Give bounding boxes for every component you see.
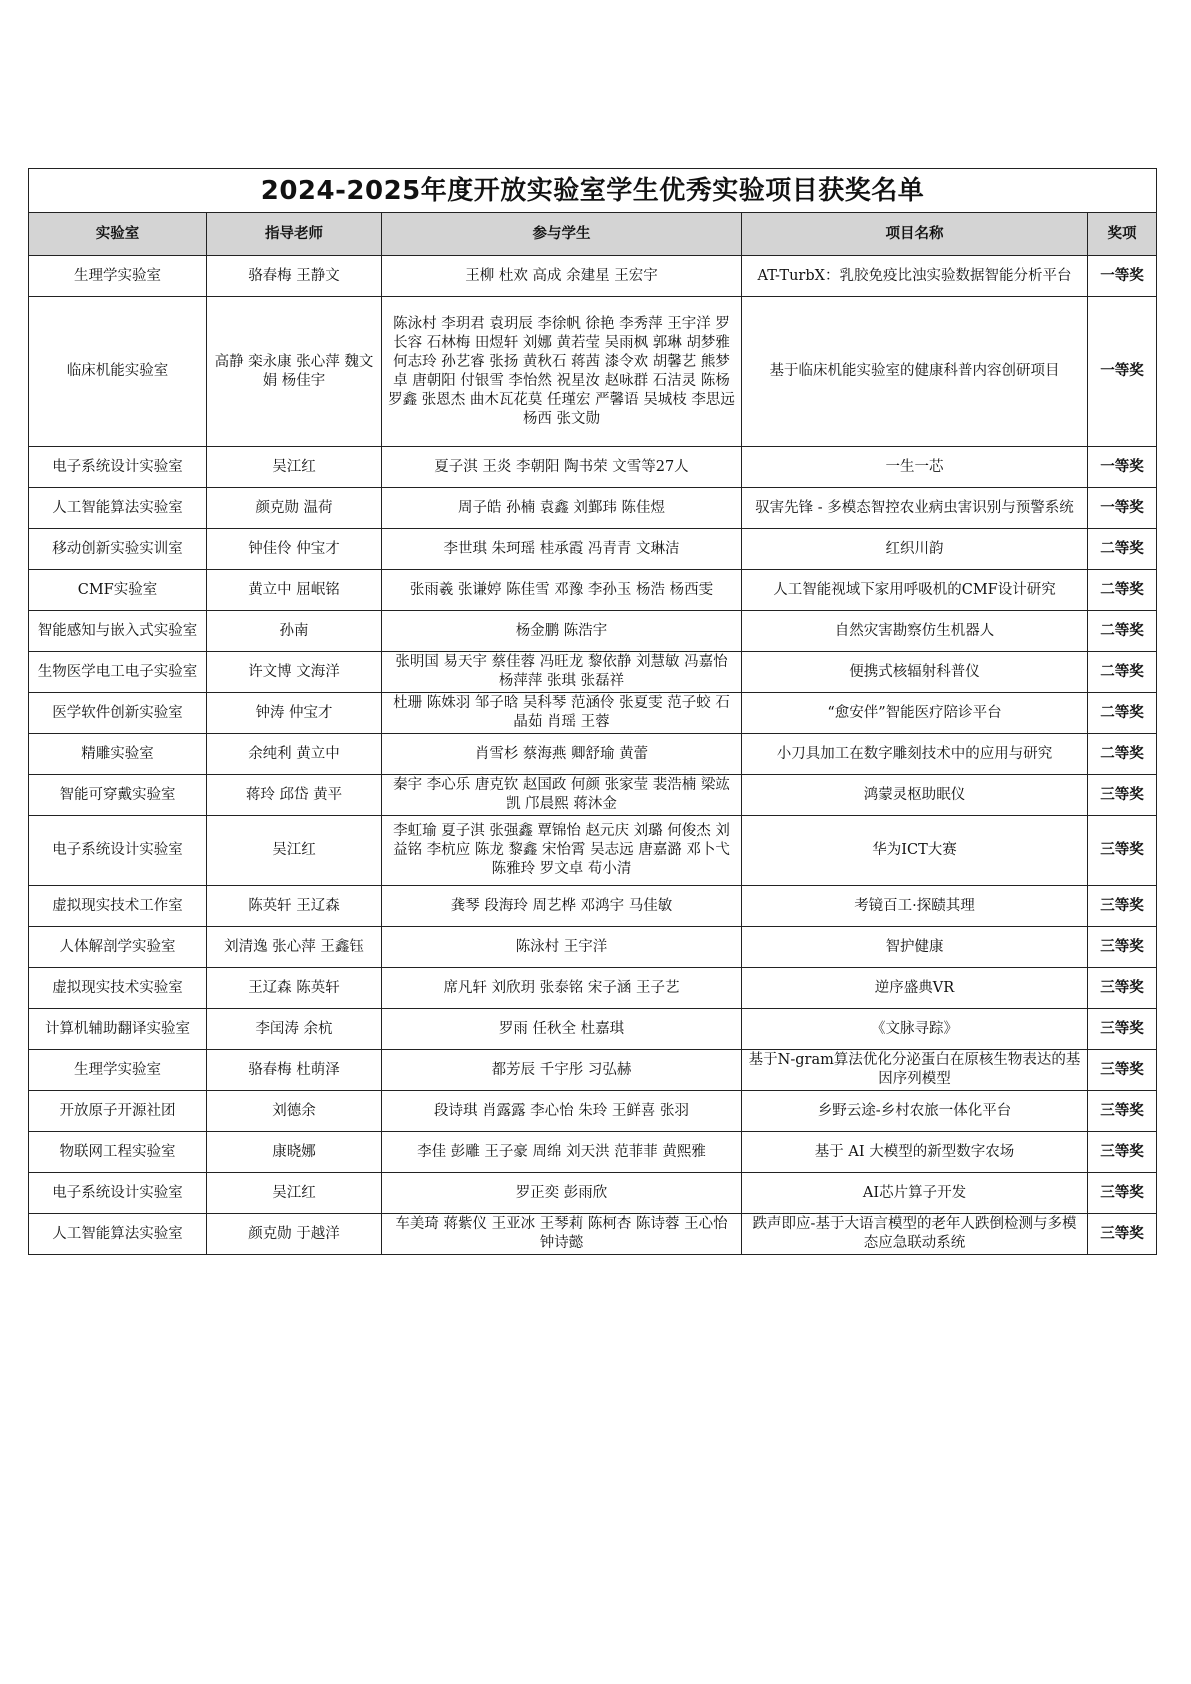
cell-advisor: 钟佳伶 仲宝才 (207, 529, 382, 570)
cell-students: 秦宇 李心乐 唐克钦 赵国政 何颜 张家莹 裴浩楠 梁竑凯 邝晨熙 蒋沐金 (382, 775, 742, 816)
cell-award: 三等奖 (1088, 1091, 1157, 1132)
cell-students: 陈泳村 李玥君 袁玥辰 李徐帆 徐艳 李秀萍 王宇洋 罗长容 石林梅 田煜轩 刘娜 黄若莹 吴雨枫 郭琳 胡梦雅 何志玲 孙艺睿 张扬 黄秋石 蒋茜 漆令欢 胡馨艺 熊梦卓 唐朝阳 付银雪 李怡然 祝星汝 赵咏群 石洁灵 陈杨 罗鑫 张恩杰 曲木瓦花莫 任瑾宏 严馨语 吴城枝 李思远 杨西 张文勋 (382, 297, 742, 447)
cell-advisor: 颜克勋 于越洋 (207, 1214, 382, 1255)
cell-lab: 虚拟现实技术工作室 (29, 886, 207, 927)
cell-award: 三等奖 (1088, 775, 1157, 816)
cell-students: 龚琴 段海玲 周艺桦 邓鸿宇 马佳敏 (382, 886, 742, 927)
cell-project: 跌声即应-基于大语言模型的老年人跌倒检测与多模态应急联动系统 (742, 1214, 1088, 1255)
cell-advisor: 刘清逸 张心萍 王鑫钰 (207, 927, 382, 968)
cell-lab: 物联网工程实验室 (29, 1132, 207, 1173)
cell-students: 都芳辰 千宇彤 习弘赫 (382, 1050, 742, 1091)
cell-lab: 生理学实验室 (29, 256, 207, 297)
cell-lab: 人工智能算法实验室 (29, 488, 207, 529)
table-row (29, 570, 1157, 611)
cell-students: 陈泳村 王宇洋 (382, 927, 742, 968)
cell-lab: 虚拟现实技术实验室 (29, 968, 207, 1009)
cell-lab: 移动创新实验实训室 (29, 529, 207, 570)
cell-lab: 人体解剖学实验室 (29, 927, 207, 968)
cell-lab: 计算机辅助翻译实验室 (29, 1009, 207, 1050)
cell-project: 红织川韵 (742, 529, 1088, 570)
cell-advisor: 黄立中 屈岷铭 (207, 570, 382, 611)
cell-project: 智护健康 (742, 927, 1088, 968)
cell-students: 罗雨 任秋全 杜嘉琪 (382, 1009, 742, 1050)
cell-project: 基于 AI 大模型的新型数字农场 (742, 1132, 1088, 1173)
cell-project: 人工智能视域下家用呼吸机的CMF设计研究 (742, 570, 1088, 611)
cell-project: 一生一芯 (742, 447, 1088, 488)
cell-project: “愈安伴”智能医疗陪诊平台 (742, 693, 1088, 734)
table-row (29, 927, 1157, 968)
table-row (29, 1091, 1157, 1132)
page-title: 2024-2025年度开放实验室学生优秀实验项目获奖名单 (29, 169, 1157, 213)
cell-students: 杨金鹏 陈浩宇 (382, 611, 742, 652)
cell-students: 李佳 彭雕 王子豪 周绵 刘天洪 范菲菲 黄熙雅 (382, 1132, 742, 1173)
cell-students: 李世琪 朱珂瑶 桂承霞 冯青青 文琳洁 (382, 529, 742, 570)
table-row (29, 256, 1157, 297)
cell-advisor: 骆春梅 杜萌泽 (207, 1050, 382, 1091)
cell-students: 李虹瑜 夏子淇 张强鑫 覃锦怡 赵元庆 刘璐 何俊杰 刘益铭 李杭应 陈龙 黎鑫 宋怡霄 吴志远 唐嘉潞 邓卜弋 陈雅玲 罗文卓 苟小清 (382, 816, 742, 886)
table-row (29, 652, 1157, 693)
cell-students: 肖雪杉 蔡海燕 卿舒瑜 黄蕾 (382, 734, 742, 775)
award-table (28, 168, 1157, 1255)
cell-award: 三等奖 (1088, 927, 1157, 968)
cell-project: AI芯片算子开发 (742, 1173, 1088, 1214)
table-row (29, 1214, 1157, 1255)
cell-award: 三等奖 (1088, 968, 1157, 1009)
cell-advisor: 吴江红 (207, 816, 382, 886)
header-project: 项目名称 (742, 213, 1088, 256)
cell-project: 逆序盛典VR (742, 968, 1088, 1009)
cell-award: 三等奖 (1088, 1173, 1157, 1214)
cell-lab: 开放原子开源社团 (29, 1091, 207, 1132)
cell-project: 基于临床机能实验室的健康科普内容创研项目 (742, 297, 1088, 447)
cell-award: 二等奖 (1088, 652, 1157, 693)
cell-advisor: 余纯利 黄立中 (207, 734, 382, 775)
cell-students: 周子皓 孙楠 袁鑫 刘鄞玮 陈佳煜 (382, 488, 742, 529)
header-lab: 实验室 (29, 213, 207, 256)
table-row (29, 611, 1157, 652)
cell-project: 华为ICT大赛 (742, 816, 1088, 886)
cell-students: 段诗琪 肖露露 李心怡 朱玲 王鲜喜 张羽 (382, 1091, 742, 1132)
table-row (29, 816, 1157, 886)
cell-advisor: 骆春梅 王静文 (207, 256, 382, 297)
cell-award: 二等奖 (1088, 693, 1157, 734)
cell-award: 二等奖 (1088, 611, 1157, 652)
cell-award: 一等奖 (1088, 488, 1157, 529)
cell-students: 席凡轩 刘欣玥 张泰铭 宋子涵 王子艺 (382, 968, 742, 1009)
cell-advisor: 孙南 (207, 611, 382, 652)
cell-advisor: 刘德余 (207, 1091, 382, 1132)
header-students: 参与学生 (382, 213, 742, 256)
cell-advisor: 高静 栾永康 张心萍 魏文娟 杨佳宇 (207, 297, 382, 447)
cell-lab: 生理学实验室 (29, 1050, 207, 1091)
cell-lab: 精雕实验室 (29, 734, 207, 775)
cell-students: 张雨羲 张谦婷 陈佳雪 邓豫 李孙玉 杨浩 杨西雯 (382, 570, 742, 611)
cell-lab: 智能感知与嵌入式实验室 (29, 611, 207, 652)
table-row (29, 775, 1157, 816)
cell-lab: 智能可穿戴实验室 (29, 775, 207, 816)
table-row (29, 488, 1157, 529)
cell-project: 《文脉寻踪》 (742, 1009, 1088, 1050)
cell-students: 杜珊 陈姝羽 邹子晗 吴科琴 范涵伶 张夏雯 范子蛟 石晶茹 肖瑶 王蓉 (382, 693, 742, 734)
cell-award: 三等奖 (1088, 1009, 1157, 1050)
cell-students: 罗正奕 彭雨欣 (382, 1173, 742, 1214)
cell-students: 王柳 杜欢 高成 余建星 王宏宇 (382, 256, 742, 297)
table-row (29, 886, 1157, 927)
cell-advisor: 王辽森 陈英轩 (207, 968, 382, 1009)
cell-lab: CMF实验室 (29, 570, 207, 611)
cell-award: 三等奖 (1088, 1050, 1157, 1091)
cell-award: 三等奖 (1088, 816, 1157, 886)
cell-award: 三等奖 (1088, 886, 1157, 927)
cell-lab: 电子系统设计实验室 (29, 1173, 207, 1214)
cell-award: 二等奖 (1088, 529, 1157, 570)
cell-advisor: 吴江红 (207, 447, 382, 488)
cell-advisor: 陈英轩 王辽森 (207, 886, 382, 927)
cell-lab: 人工智能算法实验室 (29, 1214, 207, 1255)
cell-advisor: 吴江红 (207, 1173, 382, 1214)
table-row (29, 1173, 1157, 1214)
cell-lab: 电子系统设计实验室 (29, 816, 207, 886)
cell-project: 自然灾害勘察仿生机器人 (742, 611, 1088, 652)
cell-project: 考镜百工·探赜其理 (742, 886, 1088, 927)
cell-award: 一等奖 (1088, 447, 1157, 488)
cell-students: 张明国 易天宇 蔡佳蓉 冯旺龙 黎依静 刘慧敏 冯嘉怡 杨萍萍 张琪 张磊祥 (382, 652, 742, 693)
cell-project: 乡野云途-乡村农旅一体化平台 (742, 1091, 1088, 1132)
cell-award: 一等奖 (1088, 297, 1157, 447)
cell-advisor: 钟涛 仲宝才 (207, 693, 382, 734)
header-award: 奖项 (1088, 213, 1157, 256)
cell-award: 三等奖 (1088, 1132, 1157, 1173)
cell-award: 三等奖 (1088, 1214, 1157, 1255)
table-row (29, 1009, 1157, 1050)
cell-award: 二等奖 (1088, 734, 1157, 775)
cell-lab: 电子系统设计实验室 (29, 447, 207, 488)
cell-advisor: 许文博 文海洋 (207, 652, 382, 693)
cell-advisor: 蒋玲 邱岱 黄平 (207, 775, 382, 816)
table-header-row (29, 213, 1157, 256)
cell-students: 车美琦 蒋紫仪 王亚冰 王琴莉 陈柯杏 陈诗蓉 王心怡 钟诗懿 (382, 1214, 742, 1255)
cell-project: 小刀具加工在数字雕刻技术中的应用与研究 (742, 734, 1088, 775)
cell-project: AT-TurbX：乳胶免疫比浊实验数据智能分析平台 (742, 256, 1088, 297)
table-row (29, 1050, 1157, 1091)
cell-project: 便携式核辐射科普仪 (742, 652, 1088, 693)
table-row (29, 693, 1157, 734)
cell-advisor: 康晓娜 (207, 1132, 382, 1173)
cell-lab: 生物医学电工电子实验室 (29, 652, 207, 693)
cell-award: 一等奖 (1088, 256, 1157, 297)
table-row (29, 297, 1157, 447)
cell-advisor: 颜克勋 温荷 (207, 488, 382, 529)
table-row (29, 968, 1157, 1009)
table-row (29, 529, 1157, 570)
cell-lab: 临床机能实验室 (29, 297, 207, 447)
cell-students: 夏子淇 王炎 李朝阳 陶书荣 文雪等27人 (382, 447, 742, 488)
cell-advisor: 李闰涛 余杭 (207, 1009, 382, 1050)
table-row (29, 447, 1157, 488)
table-row (29, 1132, 1157, 1173)
header-advisor: 指导老师 (207, 213, 382, 256)
table-row (29, 734, 1157, 775)
cell-project: 基于N-gram算法优化分泌蛋白在原核生物表达的基因序列模型 (742, 1050, 1088, 1091)
cell-project: 鸿蒙灵枢助眠仪 (742, 775, 1088, 816)
award-list-page (28, 168, 1156, 1255)
cell-project: 驭害先锋 - 多模态智控农业病虫害识别与预警系统 (742, 488, 1088, 529)
cell-award: 二等奖 (1088, 570, 1157, 611)
cell-lab: 医学软件创新实验室 (29, 693, 207, 734)
